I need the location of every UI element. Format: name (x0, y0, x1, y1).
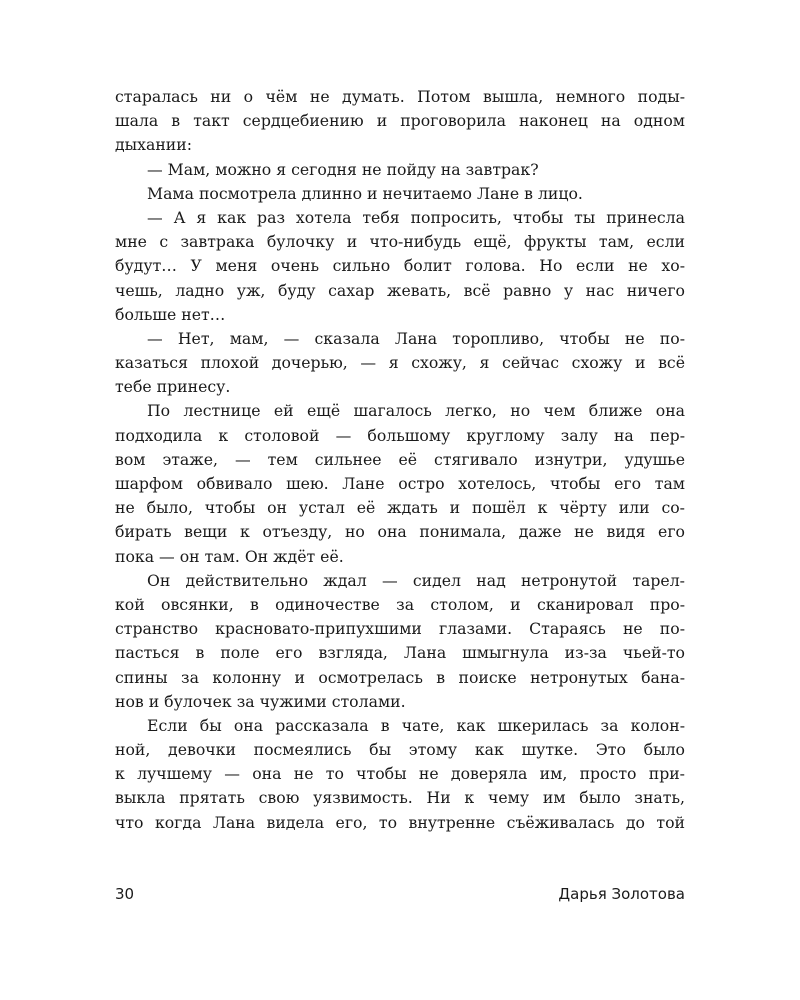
text-line: казаться плохой дочерью, — я схожу, я сейчас схожу и всё (115, 353, 685, 373)
page-number: 30 (115, 885, 135, 903)
text-line: — А я как раз хотела тебя попросить, чтобы ты принесла (147, 207, 685, 227)
text-line: пока — он там. Он ждёт её. (115, 546, 344, 566)
text-line: выкла прятать свою уязвимость. Ни к чему им было знать, (115, 788, 685, 808)
text-line: к лучшему — она не то чтобы не доверяла им, просто при- (115, 764, 685, 784)
text-line: тебе принесу. (115, 377, 231, 397)
text-line: подходила к столовой — большому круглому залу на пер- (115, 425, 685, 445)
text-line: — Нет, мам, — сказала Лана торопливо, чтобы не по- (147, 328, 685, 348)
text-line: дыхании: (115, 135, 192, 155)
text-line: — Мам, можно я сегодня не пойду на завтрак? (147, 159, 539, 179)
text-line: странство красновато-припухшими глазами. Стараясь не по- (115, 619, 685, 639)
text-line: нов и булочек за чужими столами. (115, 691, 406, 711)
text-line: кой овсянки, в одиночестве за столом, и сканировал про- (115, 594, 685, 614)
text-line: вом этаже, — тем сильнее её стягивало изнутри, удушье (115, 449, 685, 469)
text-line: По лестнице ей ещё шагалось легко, но чем ближе она (147, 401, 685, 421)
text-line: бирать вещи к отъезду, но она понимала, даже не видя его (115, 522, 685, 542)
body-text (115, 85, 685, 835)
text-line: не было, чтобы он устал её ждать и пошёл к чёрту или со- (115, 498, 685, 518)
text-line: Если бы она рассказала в чате, как шкерилась за колон- (147, 715, 685, 735)
text-line: старалась ни о чём не думать. Потом вышла, немного поды- (115, 87, 685, 106)
text-line: что когда Лана видела его, то внутренне съёживалась до той (115, 812, 685, 832)
text-line: ной, девочки посмеялись бы этому как шутке. Это было (115, 740, 685, 760)
text-line: шарфом обвивало шею. Лане остро хотелось, чтобы его там (115, 474, 685, 493)
text-line: пасться в поле его взгляда, Лана шмыгнула из-за чьей-то (115, 643, 685, 663)
text-line: шала в такт сердцебиению и проговорила наконец на одном (115, 111, 685, 131)
text-line: больше нет… (115, 304, 226, 324)
text-line: спины за колонну и осмотрелась в поиске нетронутых бана- (115, 667, 685, 687)
text-line: Мама посмотрела длинно и нечитаемо Лане в лицо. (147, 183, 583, 203)
text-line: Он действительно ждал — сидел над нетронутой тарел- (147, 570, 685, 590)
text-line: чешь, ладно уж, буду сахар жевать, всё равно у нас ничего (115, 280, 685, 300)
text-line: будут… У меня очень сильно болит голова. Но если не хо- (115, 256, 685, 276)
text-line: мне с завтрака булочку и что-нибудь ещё, фрукты там, если (115, 232, 685, 252)
author-name: Дарья Золотова (558, 885, 685, 903)
page-footer (115, 885, 685, 909)
